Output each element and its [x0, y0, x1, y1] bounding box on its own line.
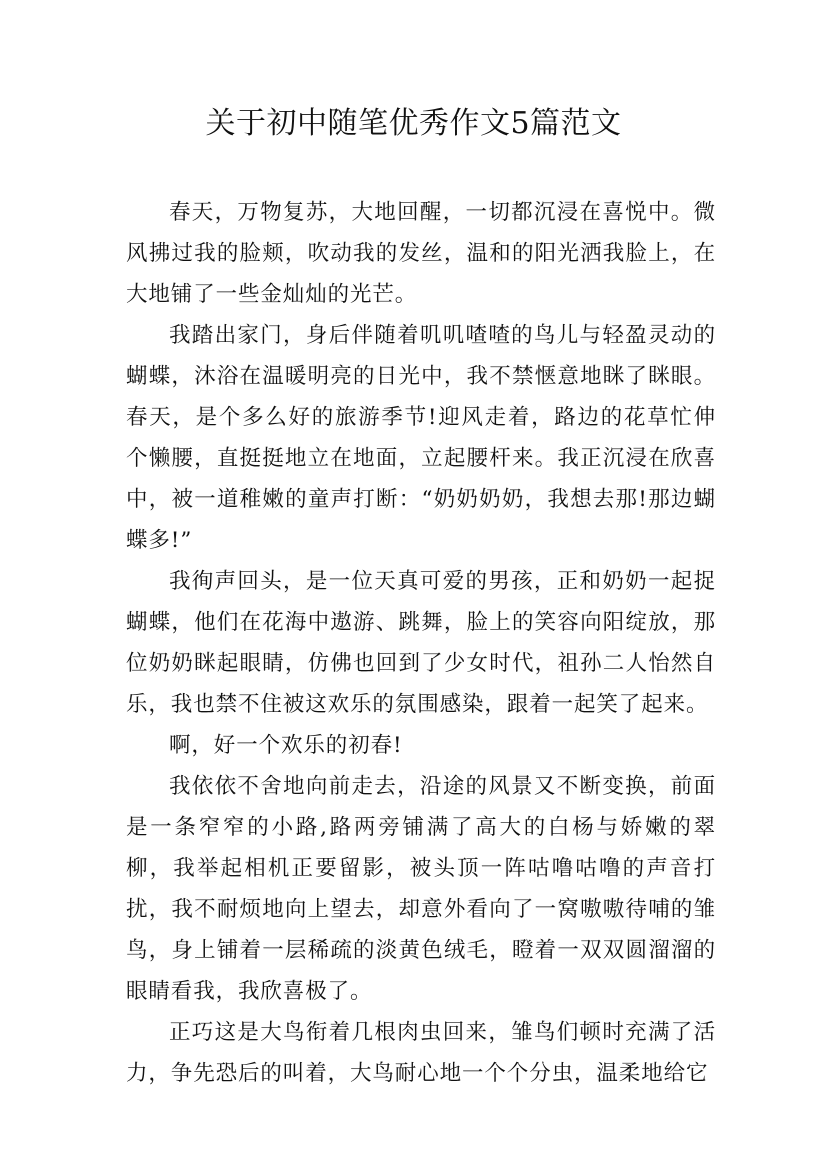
- paragraph: 正巧这是大鸟衔着几根肉虫回来，雏鸟们顿时充满了活力，争先恐后的叫着，大鸟耐心地一个个分虫，温柔地给它: [126, 1020, 716, 1086]
- paragraph: 我徇声回头，是一位天真可爱的男孩，正和奶奶一起捉蝴蝶，他们在花海中遨游、跳舞，脸上的笑容向阳绽放，那位奶奶眯起眼睛，仿佛也回到了少女时代，祖孙二人怡然自乐，我也禁不住被这欢乐的氛围感染，跟着一起笑了起来。: [126, 569, 716, 717]
- paragraph: 我依依不舍地向前走去，沿途的风景又不断变换，前面是一条窄窄的小路,路两旁铺满了高大的白杨与娇嫩的翠柳，我举起相机正要留影，被头顶一阵咕噜咕噜的声音打扰，我不耐烦地向上望去，却意外看向了一窝嗷嗷待哺的雏鸟，身上铺着一层稀疏的淡黄色绒毛，瞪着一双双圆溜溜的眼睛看我，我欣喜极了。: [126, 774, 716, 1004]
- paragraph: 我踏出家门，身后伴随着叽叽喳喳的鸟儿与轻盈灵动的蝴蝶，沐浴在温暖明亮的日光中，我不禁惬意地眯了眯眼。春天，是个多么好的旅游季节!迎风走着，路边的花草忙伸个懒腰，直挺挺地立在地面，立起腰杆来。我正沉浸在欣喜中，被一道稚嫩的童声打断：“奶奶奶奶，我想去那!那边蝴蝶多!”: [126, 323, 716, 553]
- document-body: [126, 192, 716, 1094]
- document-title: 关于初中随笔优秀作文5篇范文: [205, 106, 622, 141]
- paragraph: 啊，好一个欢乐的初春!: [169, 733, 403, 758]
- paragraph: 春天，万物复苏，大地回醒，一切都沉浸在喜悦中。微风拂过我的脸颊，吹动我的发丝，温和的阳光洒我脸上，在大地铺了一些金灿灿的光芒。: [126, 200, 716, 307]
